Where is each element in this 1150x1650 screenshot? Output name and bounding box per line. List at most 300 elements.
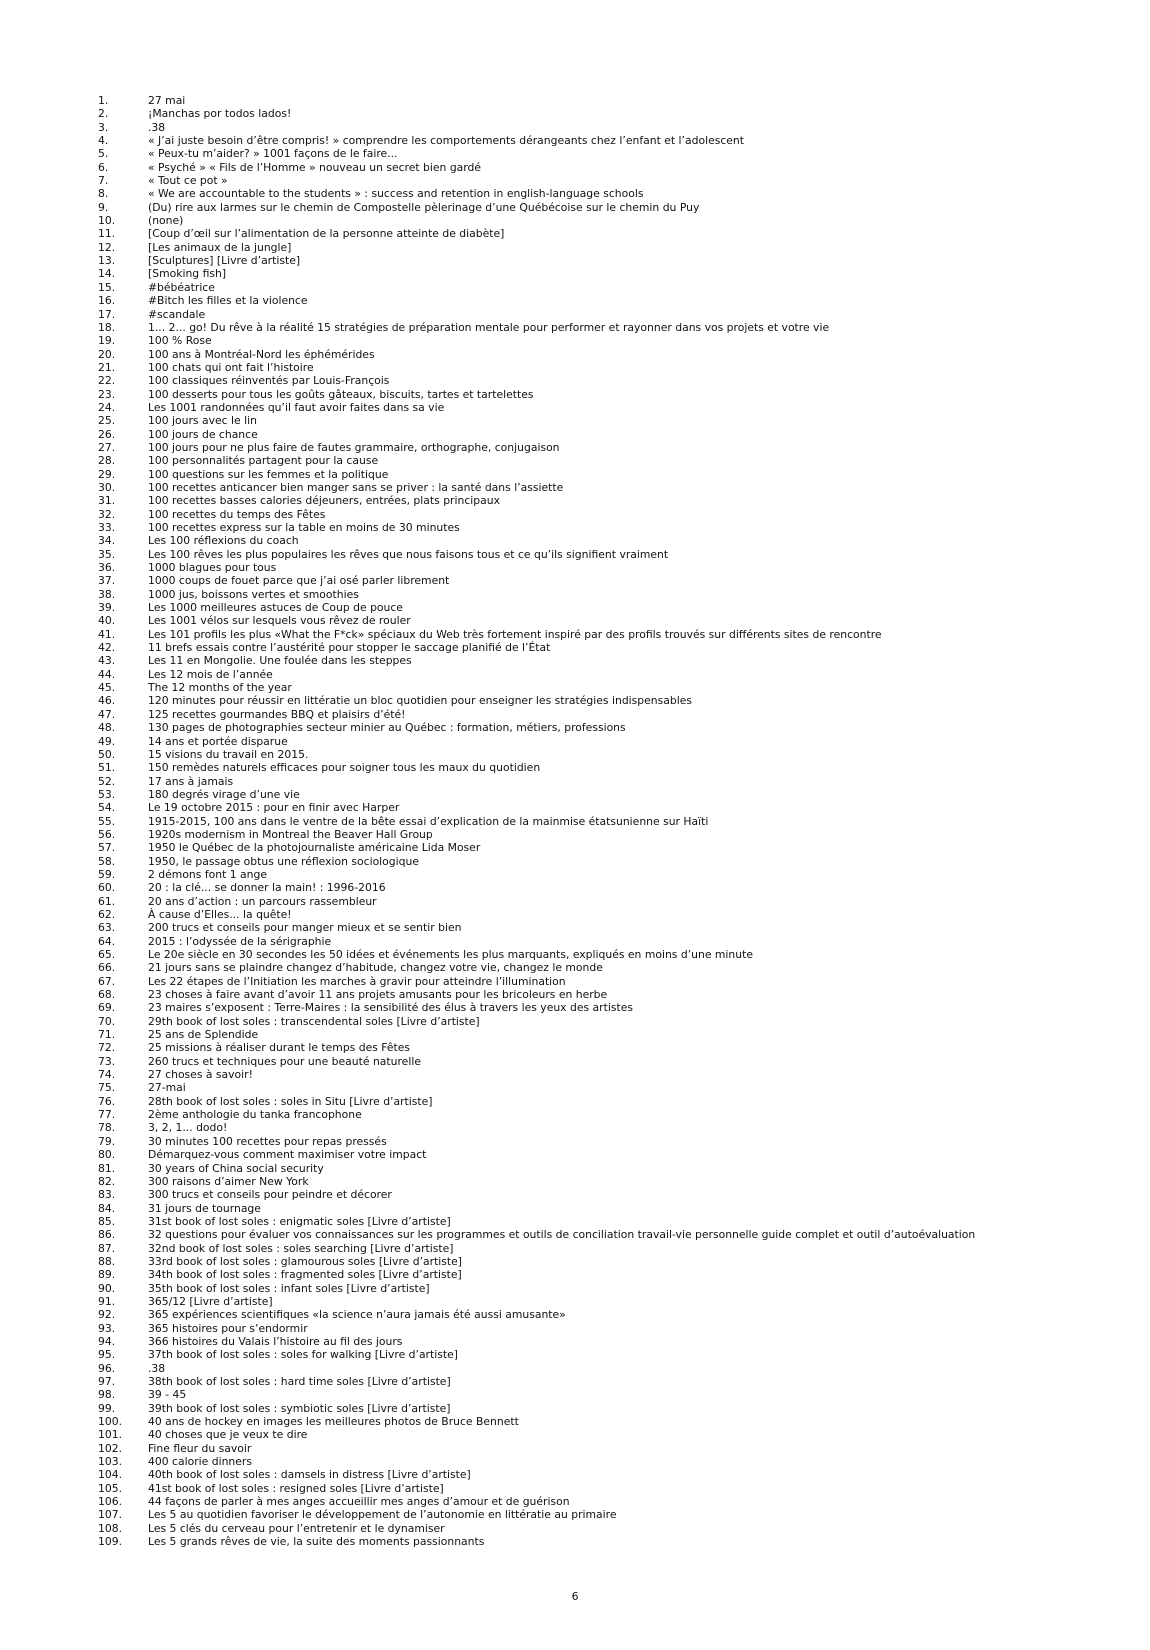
item-number: 23.	[98, 387, 116, 401]
list-item	[98, 1081, 1138, 1094]
list-item	[98, 227, 1138, 240]
list-item	[98, 908, 1138, 921]
list-item	[98, 708, 1138, 721]
item-number: 82.	[98, 1174, 116, 1188]
list-item	[98, 1495, 1138, 1508]
item-number: 55.	[98, 814, 116, 828]
item-number: 37.	[98, 574, 116, 588]
item-title: 365/12 [Livre d’artiste]	[148, 1294, 273, 1308]
item-number: 91.	[98, 1294, 116, 1308]
item-title: 21 jours sans se plaindre changez d’habitude, changez votre vie, changez le monde	[148, 961, 603, 975]
list-item	[98, 214, 1138, 227]
item-title: Fine fleur du savoir	[148, 1441, 252, 1455]
item-number: 68.	[98, 988, 116, 1002]
list-item	[98, 1442, 1138, 1455]
list-item	[98, 414, 1138, 427]
item-title: ¡Manchas por todos lados!	[148, 107, 292, 121]
item-title: 100 desserts pour tous les goûts gâteaux, biscuits, tartes et tartelettes	[148, 387, 534, 401]
list-item	[98, 428, 1138, 441]
item-number: 22.	[98, 374, 116, 388]
item-title: 17 ans à jamais	[148, 774, 234, 788]
item-number: 56.	[98, 827, 116, 841]
list-item	[98, 174, 1138, 187]
list-item	[98, 788, 1138, 801]
item-title: 200 trucs et conseils pour manger mieux et se sentir bien	[148, 921, 462, 935]
item-title: #Bitch les filles et la violence	[148, 294, 308, 308]
list-item	[98, 267, 1138, 280]
item-title: 31 jours de tournage	[148, 1201, 261, 1215]
item-title: 27 mai	[148, 94, 186, 107]
item-title: The 12 months of the year	[148, 681, 292, 695]
item-title: 100 jours de chance	[148, 427, 258, 441]
item-title: « Psyché » « Fils de l’Homme » nouveau un secret bien gardé	[148, 160, 482, 174]
list-item	[98, 614, 1138, 627]
item-title: 1000 coups de fouet parce que j’ai osé parler librement	[148, 574, 450, 588]
item-number: 36.	[98, 561, 116, 575]
item-number: 86.	[98, 1228, 116, 1242]
item-number: 46.	[98, 694, 116, 708]
item-number: 107.	[98, 1508, 123, 1522]
item-number: 42.	[98, 641, 116, 655]
item-number: 14.	[98, 267, 116, 281]
item-number: 66.	[98, 961, 116, 975]
item-number: 11.	[98, 227, 116, 241]
item-title: 100 personnalités partagent pour la cause	[148, 454, 379, 468]
item-number: 85.	[98, 1214, 116, 1228]
item-number: 48.	[98, 721, 116, 735]
list-item	[98, 134, 1138, 147]
item-title: Les 100 rêves les plus populaires les rêves que nous faisons tous et ce qu’ils signifient vraiment	[148, 547, 669, 561]
list-item	[98, 801, 1138, 814]
item-title: 300 raisons d’aimer New York	[148, 1174, 309, 1188]
item-number: 3.	[98, 120, 109, 134]
item-number: 58.	[98, 854, 116, 868]
list-item	[98, 468, 1138, 481]
item-title: [Smoking fish]	[148, 267, 227, 281]
item-title: 260 trucs et techniques pour une beauté naturelle	[148, 1054, 421, 1068]
list-item	[98, 1001, 1138, 1014]
item-title: 23 maires s’exposent : Terre-Maires : la sensibilité des élus à travers les yeux des artistes	[148, 1001, 633, 1015]
item-title: 365 expériences scientifiques «la science n’aura jamais été aussi amusante»	[148, 1308, 566, 1322]
list-item	[98, 628, 1138, 641]
item-title: #bébéatrice	[148, 280, 215, 294]
item-title: 366 histoires du Valais l’histoire au fil des jours	[148, 1334, 403, 1348]
item-number: 105.	[98, 1481, 123, 1495]
item-number: 49.	[98, 734, 116, 748]
list-item	[98, 481, 1138, 494]
list-item	[98, 1322, 1138, 1335]
item-title: 100 recettes du temps des Fêtes	[148, 507, 326, 521]
list-item	[98, 1402, 1138, 1415]
item-title: 11 brefs essais contre l’austérité pour stopper le saccage planifié de l’État	[148, 641, 551, 655]
item-number: 92.	[98, 1308, 116, 1322]
list-item	[98, 1055, 1138, 1068]
item-title: Démarquez-vous comment maximiser votre impact	[148, 1148, 427, 1162]
item-title: 38th book of lost soles : hard time soles [Livre d’artiste]	[148, 1375, 451, 1388]
list-item	[98, 321, 1138, 334]
item-number: 51.	[98, 761, 116, 775]
item-number: 104.	[98, 1468, 123, 1482]
item-title: 39th book of lost soles : symbiotic soles [Livre d’artiste]	[148, 1401, 451, 1415]
item-title: 29th book of lost soles : transcendental soles [Livre d’artiste]	[148, 1014, 480, 1028]
list-item	[98, 775, 1138, 788]
list-item	[98, 374, 1138, 387]
item-number: 62.	[98, 907, 116, 921]
list-item	[98, 1508, 1138, 1521]
item-number: 47.	[98, 707, 116, 721]
item-number: 76.	[98, 1094, 116, 1108]
list-item	[98, 147, 1138, 160]
list-item	[98, 1095, 1138, 1108]
item-number: 15.	[98, 280, 116, 294]
item-number: 26.	[98, 427, 116, 441]
item-title: 300 trucs et conseils pour peindre et décorer	[148, 1188, 392, 1202]
list-item	[98, 1162, 1138, 1175]
item-number: 60.	[98, 881, 116, 895]
list-item	[98, 1335, 1138, 1348]
item-title: 1950, le passage obtus une réflexion sociologique	[148, 854, 419, 868]
item-number: 63.	[98, 921, 116, 935]
item-title: « We are accountable to the students » : success and retention in english-language schools	[148, 187, 644, 201]
item-title: .38	[148, 120, 166, 134]
item-number: 57.	[98, 841, 116, 855]
list-item	[98, 1268, 1138, 1281]
item-title: Les 100 réflexions du coach	[148, 534, 299, 548]
list-item	[98, 454, 1138, 467]
item-number: 108.	[98, 1521, 123, 1535]
item-title: Les 5 au quotidien favoriser le développement de l’autonomie en littératie au primaire	[148, 1508, 617, 1522]
item-title: 28th book of lost soles : soles in Situ [Livre d’artiste]	[148, 1094, 433, 1108]
item-title: 100 jours pour ne plus faire de fautes grammaire, orthographe, conjugaison	[148, 440, 560, 454]
item-title: 400 calorie dinners	[148, 1455, 252, 1469]
item-title: 32nd book of lost soles : soles searching [Livre d’artiste]	[148, 1241, 454, 1255]
item-title: Les 101 profils les plus «What the F*ck» spéciaux du Web très fortement inspiré par des profils trouvés sur différents sites de rencontre	[148, 627, 882, 641]
list-item	[98, 241, 1138, 254]
item-number: 6.	[98, 160, 109, 174]
item-number: 17.	[98, 307, 116, 321]
item-title: 2015 : l’odyssée de la sérigraphie	[148, 934, 332, 948]
item-title: #scandale	[148, 307, 206, 321]
item-title: Les 1001 vélos sur lesquels vous rêvez de rouler	[148, 614, 411, 628]
list-item	[98, 735, 1138, 748]
item-title: 33rd book of lost soles : glamourous soles [Livre d’artiste]	[148, 1254, 463, 1268]
item-title: 1950 le Québec de la photojournaliste américaine Lida Moser	[148, 841, 481, 855]
item-title: 130 pages de photographies secteur minier au Québec : formation, métiers, professions	[148, 721, 626, 735]
list-item	[98, 921, 1138, 934]
list-item	[98, 294, 1138, 307]
item-number: 77.	[98, 1108, 116, 1122]
item-title: Les 1001 randonnées qu’il faut avoir faites dans sa vie	[148, 400, 445, 414]
item-title: [Sculptures] [Livre d’artiste]	[148, 254, 301, 268]
list-item	[98, 1295, 1138, 1308]
list-item	[98, 1308, 1138, 1321]
list-item	[98, 281, 1138, 294]
list-item	[98, 201, 1138, 214]
item-number: 9.	[98, 200, 109, 214]
item-number: 98.	[98, 1388, 116, 1402]
item-number: 28.	[98, 454, 116, 468]
list-item	[98, 1415, 1138, 1428]
item-title: 3, 2, 1... dodo!	[148, 1121, 228, 1135]
item-number: 27.	[98, 440, 116, 454]
item-title: 31st book of lost soles : enigmatic soles [Livre d’artiste]	[148, 1214, 451, 1228]
item-number: 64.	[98, 934, 116, 948]
item-number: 2.	[98, 107, 109, 121]
list-item	[98, 521, 1138, 534]
item-number: 25.	[98, 414, 116, 428]
item-title: 23 choses à faire avant d’avoir 11 ans projets amusants pour les bricoleurs en herbe	[148, 988, 608, 1002]
list-item	[98, 361, 1138, 374]
item-number: 1.	[98, 94, 109, 107]
item-number: 99.	[98, 1401, 116, 1415]
item-number: 89.	[98, 1268, 116, 1282]
item-number: 96.	[98, 1361, 116, 1375]
list-item	[98, 1028, 1138, 1041]
item-number: 8.	[98, 187, 109, 201]
list-item	[98, 548, 1138, 561]
list-item	[98, 1068, 1138, 1081]
item-title: 100 ans à Montréal-Nord les éphémérides	[148, 347, 375, 361]
list-item	[98, 641, 1138, 654]
item-number: 61.	[98, 894, 116, 908]
list-item	[98, 668, 1138, 681]
item-title: 100 % Rose	[148, 334, 212, 348]
list-item	[98, 1015, 1138, 1028]
item-title: 100 jours avec le lin	[148, 414, 257, 428]
list-item	[98, 1428, 1138, 1441]
item-number: 38.	[98, 587, 116, 601]
item-title: 1... 2... go! Du rêve à la réalité 15 stratégies de préparation mentale pour performer et rayonner dans vos projets et votre vie	[148, 320, 830, 334]
item-number: 12.	[98, 240, 116, 254]
item-title: 25 ans de Splendide	[148, 1028, 259, 1042]
item-title: 35th book of lost soles : infant soles [Livre d’artiste]	[148, 1281, 430, 1295]
list-item	[98, 841, 1138, 854]
item-title: .38	[148, 1361, 166, 1375]
list-item	[98, 1255, 1138, 1268]
list-item	[98, 694, 1138, 707]
item-number: 5.	[98, 147, 109, 161]
item-number: 54.	[98, 801, 116, 815]
item-number: 45.	[98, 681, 116, 695]
item-title: 1000 jus, boissons vertes et smoothies	[148, 587, 359, 601]
list-item	[98, 935, 1138, 948]
list-item	[98, 1148, 1138, 1161]
item-title: Les 1000 meilleures astuces de Coup de pouce	[148, 601, 403, 615]
item-number: 101.	[98, 1428, 123, 1442]
item-title: 365 histoires pour s’endormir	[148, 1321, 308, 1335]
item-number: 19.	[98, 334, 116, 348]
item-number: 52.	[98, 774, 116, 788]
list-item	[98, 1108, 1138, 1121]
item-number: 106.	[98, 1495, 123, 1509]
item-number: 74.	[98, 1068, 116, 1082]
item-number: 53.	[98, 787, 116, 801]
item-number: 81.	[98, 1161, 116, 1175]
list-item	[98, 761, 1138, 774]
list-item	[98, 1362, 1138, 1375]
item-title: [Coup d’œil sur l’alimentation de la personne atteinte de diabète]	[148, 227, 505, 241]
item-title: 1915-2015, 100 ans dans le ventre de la bête essai d’explication de la mainmise étatsunienne sur Haïti	[148, 814, 709, 828]
item-title: 100 questions sur les femmes et la politique	[148, 467, 389, 481]
item-number: 29.	[98, 467, 116, 481]
item-number: 109.	[98, 1535, 123, 1549]
item-number: 73.	[98, 1054, 116, 1068]
list-item	[98, 161, 1138, 174]
item-number: 70.	[98, 1014, 116, 1028]
list-item	[98, 1535, 1138, 1548]
item-title: [Les animaux de la jungle]	[148, 240, 292, 254]
item-title: 20 ans d’action : un parcours rassembleur	[148, 894, 377, 908]
list-item	[98, 881, 1138, 894]
item-number: 67.	[98, 974, 116, 988]
item-number: 4.	[98, 134, 109, 148]
item-title: Les 22 étapes de l’Initiation les marches à gravir pour atteindre l’illumination	[148, 974, 566, 988]
item-number: 90.	[98, 1281, 116, 1295]
list-item	[98, 348, 1138, 361]
item-title: (Du) rire aux larmes sur le chemin de Compostelle pèlerinage d’une Québécoise sur le chemin du Puy	[148, 200, 700, 214]
item-title: 44 façons de parler à mes anges accueillir mes anges d’amour et de guérison	[148, 1495, 570, 1509]
list-item	[98, 1121, 1138, 1134]
item-number: 78.	[98, 1121, 116, 1135]
item-number: 83.	[98, 1188, 116, 1202]
item-number: 59.	[98, 867, 116, 881]
list-item	[98, 895, 1138, 908]
list-item	[98, 988, 1138, 1001]
item-title: 41st book of lost soles : resigned soles [Livre d’artiste]	[148, 1481, 444, 1495]
item-title: 180 degrés virage d’une vie	[148, 787, 300, 801]
item-number: 24.	[98, 400, 116, 414]
list-item	[98, 961, 1138, 974]
list-item	[98, 868, 1138, 881]
item-number: 33.	[98, 521, 116, 534]
item-number: 84.	[98, 1201, 116, 1215]
item-title: 25 missions à réaliser durant le temps des Fêtes	[148, 1041, 411, 1055]
list-item	[98, 254, 1138, 267]
item-number: 16.	[98, 294, 116, 308]
item-number: 20.	[98, 347, 116, 361]
list-item	[98, 494, 1138, 507]
item-title: 2 démons font 1 ange	[148, 867, 267, 881]
list-item	[98, 388, 1138, 401]
item-title: 150 remèdes naturels efficaces pour soigner tous les maux du quotidien	[148, 761, 541, 775]
list-item	[98, 948, 1138, 961]
item-title: 125 recettes gourmandes BBQ et plaisirs d’été!	[148, 707, 406, 721]
item-title: À cause d’Elles... la quête!	[148, 907, 292, 921]
list-item	[98, 441, 1138, 454]
item-number: 102.	[98, 1441, 123, 1455]
item-number: 30.	[98, 480, 116, 494]
list-item	[98, 975, 1138, 988]
list-item	[98, 1522, 1138, 1535]
list-item	[98, 94, 1138, 107]
list-item	[98, 748, 1138, 761]
list-item	[98, 1282, 1138, 1295]
item-number: 13.	[98, 254, 116, 268]
item-number: 97.	[98, 1375, 116, 1388]
item-number: 31.	[98, 494, 116, 508]
item-title: 120 minutes pour réussir en littératie un bloc quotidien pour enseigner les stratégies indispensables	[148, 694, 692, 708]
item-number: 95.	[98, 1348, 116, 1362]
item-number: 7.	[98, 174, 109, 188]
item-number: 87.	[98, 1241, 116, 1255]
list-item	[98, 574, 1138, 587]
item-number: 32.	[98, 507, 116, 521]
item-number: 88.	[98, 1254, 116, 1268]
item-title: 20 : la clé... se donner la main! : 1996-2016	[148, 881, 386, 895]
list-item	[98, 681, 1138, 694]
item-title: Le 19 octobre 2015 : pour en finir avec Harper	[148, 801, 400, 815]
item-title: 1920s modernism in Montreal the Beaver Hall Group	[148, 827, 433, 841]
item-title: 30 minutes 100 recettes pour repas pressés	[148, 1134, 387, 1148]
item-title: 100 recettes anticancer bien manger sans se priver : la santé dans l’assiette	[148, 480, 564, 494]
item-title: 100 chats qui ont fait l’histoire	[148, 360, 314, 374]
item-title: 27 choses à savoir!	[148, 1068, 253, 1082]
list-item	[98, 561, 1138, 574]
list-item	[98, 187, 1138, 200]
item-number: 100.	[98, 1415, 123, 1429]
item-number: 18.	[98, 320, 116, 334]
item-title: « J’ai juste besoin d’être compris! » comprendre les comportements dérangeants chez l’enfant et l’adolescent	[148, 134, 744, 148]
item-title: Les 12 mois de l’année	[148, 667, 273, 681]
list-item	[98, 1041, 1138, 1054]
item-number: 21.	[98, 360, 116, 374]
item-title: 100 classiques réinventés par Louis-François	[148, 374, 390, 388]
item-number: 69.	[98, 1001, 116, 1015]
list-item	[98, 588, 1138, 601]
list-item	[98, 855, 1138, 868]
item-title: 40th book of lost soles : damsels in distress [Livre d’artiste]	[148, 1468, 471, 1482]
page-number: 6	[571, 1590, 579, 1603]
item-title: « Tout ce pot »	[148, 174, 228, 188]
item-number: 72.	[98, 1041, 116, 1055]
list-item	[98, 508, 1138, 521]
item-title: Les 5 grands rêves de vie, la suite des moments passionnants	[148, 1535, 485, 1549]
list-item	[98, 1202, 1138, 1215]
item-title: 2ème anthologie du tanka francophone	[148, 1108, 362, 1122]
list-item	[98, 1375, 1138, 1388]
item-title: (none)	[148, 214, 184, 228]
item-number: 93.	[98, 1321, 116, 1335]
item-number: 103.	[98, 1455, 123, 1469]
item-title: 37th book of lost soles : soles for walking [Livre d’artiste]	[148, 1348, 458, 1362]
item-number: 65.	[98, 948, 116, 961]
item-number: 50.	[98, 747, 116, 761]
item-title: 39 - 45	[148, 1388, 187, 1402]
item-title: 40 ans de hockey en images les meilleures photos de Bruce Bennett	[148, 1415, 519, 1429]
item-title: « Peux-tu m’aider? » 1001 façons de le faire...	[148, 147, 398, 161]
list-item	[98, 1468, 1138, 1481]
list-item	[98, 1215, 1138, 1228]
item-number: 41.	[98, 627, 116, 641]
list-item	[98, 1175, 1138, 1188]
list-item	[98, 107, 1138, 120]
item-title: 14 ans et portée disparue	[148, 734, 288, 748]
list-item	[98, 1455, 1138, 1468]
list-item	[98, 401, 1138, 414]
title-list	[98, 94, 1138, 1548]
list-item	[98, 1135, 1138, 1148]
item-title: 40 choses que je veux te dire	[148, 1428, 308, 1442]
list-item	[98, 654, 1138, 667]
item-number: 94.	[98, 1334, 116, 1348]
item-title: Les 11 en Mongolie. Une foulée dans les steppes	[148, 654, 412, 668]
item-number: 35.	[98, 547, 116, 561]
list-item	[98, 334, 1138, 347]
list-item	[98, 815, 1138, 828]
list-item	[98, 1188, 1138, 1201]
list-item	[98, 601, 1138, 614]
list-item	[98, 1388, 1138, 1401]
